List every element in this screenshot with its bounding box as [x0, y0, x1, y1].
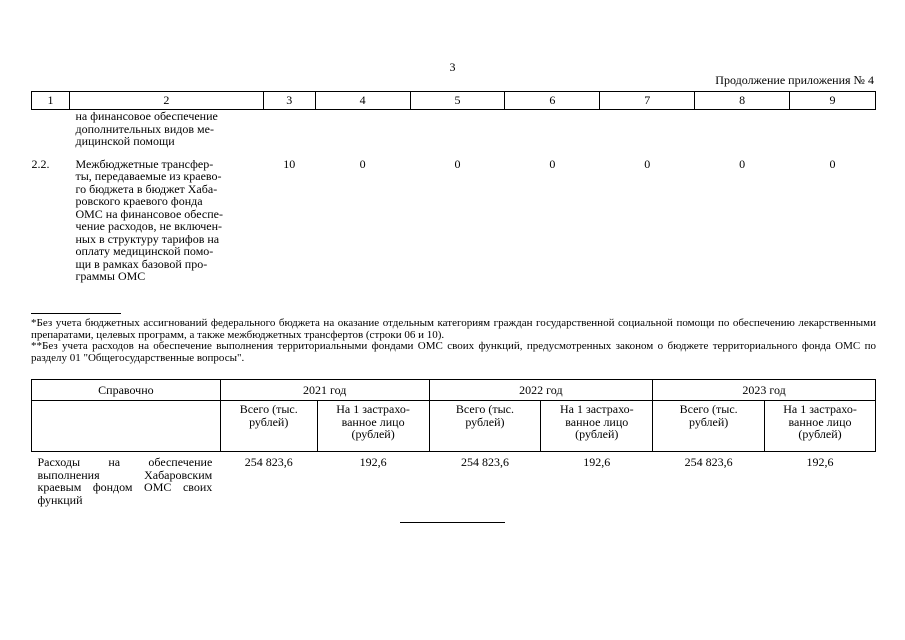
- column-number: 9: [790, 92, 876, 110]
- cell-value: 254 823,6: [684, 455, 733, 469]
- subheader-line: На 1 застрахо-: [559, 402, 634, 416]
- subheader-line: ванное лицо: [788, 414, 852, 429]
- reference-table: [31, 379, 876, 506]
- cell-value: 254 823,6: [460, 455, 509, 469]
- cell-value: 0: [829, 156, 836, 171]
- subheader-per-insured: [317, 401, 429, 452]
- row-name-line: дицинской помощи: [75, 134, 175, 148]
- cell-value: 0: [739, 156, 746, 171]
- footnote: **Без учета расходов на обеспечение выполнения территориальными фондами ОМС своих функций, предусмотренных законом о бюджете территориального фонда ОМС по разделу 01 "Общегосударственные вопросы".: [31, 340, 876, 364]
- row-name: [69, 148, 263, 283]
- cell-value: [315, 110, 410, 148]
- cell-value: 192,6: [359, 455, 387, 469]
- subheader-line: (рублей): [575, 427, 619, 441]
- end-divider: [400, 522, 505, 523]
- row-code: [263, 110, 315, 148]
- row-code: 10: [283, 156, 296, 171]
- reference-subheader-row: [32, 401, 876, 452]
- row-name-line: на финансовое обеспечение: [75, 109, 218, 123]
- subheader-line: (рублей): [351, 427, 395, 441]
- subheader-per-insured: [765, 401, 876, 452]
- cell-value: [790, 110, 876, 148]
- main-table: [31, 91, 876, 283]
- cell-value: 254 823,6: [244, 455, 293, 469]
- row-name-line: ровского краевого фонда: [75, 194, 203, 208]
- row-name-line: Межбюджетные трансфер-: [75, 156, 214, 171]
- subheader-line: Всего (тыс.: [455, 402, 514, 416]
- subheader-line: рублей): [249, 414, 289, 429]
- column-number: 4: [315, 92, 410, 110]
- column-number: 1: [32, 92, 70, 110]
- cell-value: 192,6: [583, 455, 611, 469]
- column-number-header-row: [32, 92, 876, 110]
- cell-value: [505, 110, 600, 148]
- cell-value: 0: [644, 156, 651, 171]
- subheader-line: ванное лицо: [341, 414, 405, 429]
- column-number: 5: [410, 92, 505, 110]
- cell-value: 0: [359, 156, 366, 171]
- row-name-line: го бюджета в бюджет Хаба-: [75, 181, 218, 196]
- subheader-line: рублей): [689, 414, 729, 429]
- footnotes: [31, 318, 876, 364]
- row-name: [69, 110, 263, 148]
- column-number: 6: [505, 92, 600, 110]
- row-number: 2.2.: [31, 156, 50, 171]
- page-number: 3: [449, 60, 456, 74]
- cell-value: 0: [454, 156, 461, 171]
- subheader-line: рублей): [465, 414, 505, 429]
- subheader-line: На 1 застрахо-: [336, 402, 410, 416]
- row-name-line: ты, передаваемые из краево-: [75, 169, 222, 183]
- year-header: 2022 год: [429, 380, 653, 401]
- reference-label-header: Справочно: [32, 380, 221, 401]
- reference-header-row: [32, 380, 876, 401]
- row-label: Расходы на обеспечение выполнения Хабаровским краевым фондом ОМС своих функций: [37, 455, 213, 507]
- subheader-line: (рублей): [798, 427, 842, 441]
- footnote-divider: [31, 313, 121, 314]
- table-row: [32, 110, 876, 148]
- subheader-line: Всего (тыс.: [679, 402, 738, 416]
- subheader-total: [220, 401, 317, 452]
- row-name-line: граммы ОМС: [75, 269, 146, 283]
- row-name-line: оплату медицинской помо-: [75, 244, 214, 258]
- footnote: *Без учета бюджетных ассигнований федерального бюджета на оказание отдельным категориям граждан государственной социальной помощи по обеспечению лекарственными препаратами, целевых программ, а также межбюджетных трансфертов (строки 06 и 10).: [31, 317, 876, 341]
- table-row: [32, 148, 876, 283]
- subheader-total: [653, 401, 765, 452]
- subheader-line: На 1 застрахо-: [783, 402, 857, 416]
- column-number: 8: [695, 92, 790, 110]
- empty-cell: [32, 401, 221, 452]
- subheader-total: [429, 401, 541, 452]
- row-name-line: ных в структуру тарифов на: [75, 231, 220, 246]
- row-name-line: ОМС на финансовое обеспе-: [75, 206, 223, 221]
- column-number: 3: [263, 92, 315, 110]
- continuation-note: Продолжение приложения № 4: [715, 73, 874, 87]
- cell-value: 0: [549, 156, 556, 171]
- column-number: 7: [600, 92, 695, 110]
- year-header: 2021 год: [220, 380, 429, 401]
- row-number: [32, 110, 70, 148]
- cell-value: 192,6: [806, 455, 834, 469]
- year-header: 2023 год: [653, 380, 876, 401]
- subheader-per-insured: [541, 401, 653, 452]
- row-name-line: чение расходов, не включен-: [75, 219, 222, 233]
- row-name-line: щи в рамках базовой про-: [75, 256, 208, 271]
- cell-value: [600, 110, 695, 148]
- subheader-line: ванное лицо: [565, 414, 629, 429]
- table-row: [32, 452, 876, 507]
- row-name-line: дополнительных видов ме-: [75, 121, 214, 136]
- cell-value: [695, 110, 790, 148]
- subheader-line: Всего (тыс.: [239, 402, 298, 416]
- cell-value: [410, 110, 505, 148]
- column-number: 2: [69, 92, 263, 110]
